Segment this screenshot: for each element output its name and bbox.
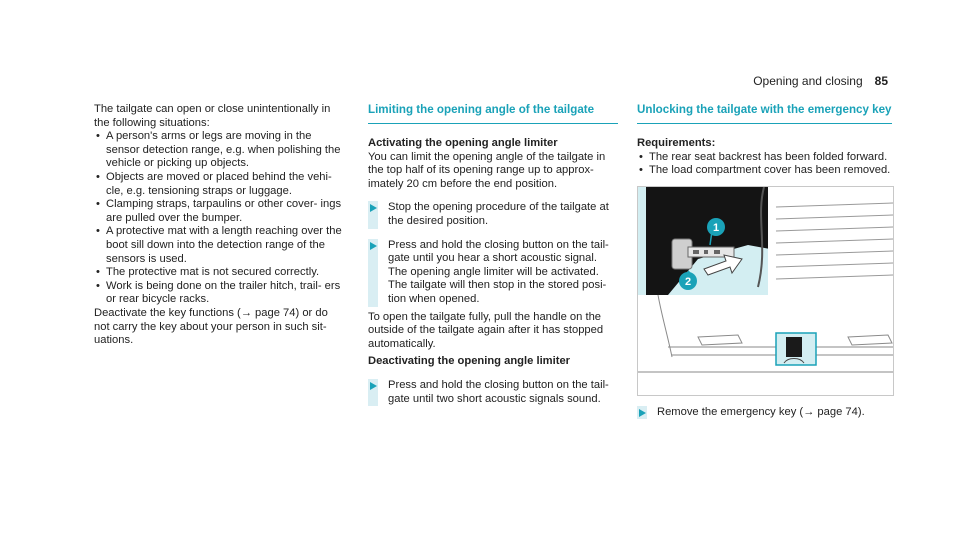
chapter-title: Opening and closing <box>753 74 863 88</box>
page-number: 85 <box>874 74 888 88</box>
list-item: • A protective mat with a length reaching over the boot sill down into the detection range of the sensors is used. <box>94 225 346 266</box>
section-title-limiting: Limiting the opening angle of the tailgate <box>368 103 618 124</box>
list-item: • Clamping straps, tarpaulins or other cover- ings are pulled over the bumper. <box>94 198 346 225</box>
section-title-unlocking: Unlocking the tailgate with the emergency key <box>637 103 892 124</box>
list-item: • Work is being done on the trailer hitch, trail- ers or rear bicycle racks. <box>94 280 346 307</box>
step-text: Press and hold the closing button on the tail- gate until two short acoustic signals sound. <box>388 378 609 405</box>
step-arrow-icon <box>370 242 377 250</box>
column-2 <box>368 103 618 406</box>
list-item: • Objects are moved or placed behind the vehi- cle, e.g. tensioning straps or luggage. <box>94 171 346 198</box>
emergency-key-illustration <box>637 186 894 396</box>
callout-1-label: 1 <box>712 221 720 234</box>
step-text: Remove the emergency key (→ page 74). <box>657 405 865 418</box>
illustration-svg <box>638 187 893 395</box>
step-bar <box>368 379 378 406</box>
situation-list <box>94 130 346 307</box>
open-fully-text: To open the tailgate fully, pull the handle on the outside of the tailgate again after it has stopped automatically. <box>368 310 604 350</box>
step-remove-key <box>637 406 892 420</box>
list-item: • The load compartment cover has been removed. <box>637 164 892 178</box>
list-item: • A person's arms or legs are moving in the sensor detection range, e.g. when polishing the vehicle or picking up objects. <box>94 130 346 171</box>
step-stop <box>368 201 618 228</box>
key-slot <box>786 337 802 357</box>
requirements-heading: Requirements: <box>637 137 716 149</box>
step-deactivate <box>368 379 618 406</box>
activating-heading: Activating the opening angle limiter <box>368 137 558 149</box>
step-bar <box>368 239 378 307</box>
step-text: Press and hold the closing button on the tail- gate until you hear a short acoustic signal. The opening angle limiter will be activated. The tailgate will then stop in the stored posi- tion when opened. <box>388 238 609 305</box>
step-text: Stop the opening procedure of the tailgate at the desired position. <box>388 201 609 227</box>
callout-2-label: 2 <box>684 275 692 288</box>
column-3 <box>637 103 892 419</box>
deactivate-text: Deactivate the key functions (→ page 74) or do not carry the key about your person in such sit- uations. <box>94 306 328 347</box>
deactivating-heading: Deactivating the opening angle limiter <box>368 355 571 368</box>
boot-outline <box>638 295 893 372</box>
activating-text: You can limit the opening angle of the tailgate in the top half of its opening range up to approx- imately 20 cm before the end position. <box>368 150 606 190</box>
step-arrow-icon <box>370 382 377 390</box>
column-1 <box>94 103 346 348</box>
page-header <box>753 74 888 88</box>
step-arrow-icon <box>370 204 377 212</box>
list-item: • The rear seat backrest has been folded forward. <box>637 151 892 165</box>
intro-text: The tailgate can open or close unintentionally in the following situations: <box>94 103 331 129</box>
step-press-hold <box>368 239 618 307</box>
step-bar <box>368 201 378 228</box>
requirements-list <box>637 151 892 178</box>
step-bar <box>637 406 647 420</box>
list-item: • The protective mat is not secured correctly. <box>94 266 346 280</box>
step-arrow-icon <box>639 409 646 417</box>
